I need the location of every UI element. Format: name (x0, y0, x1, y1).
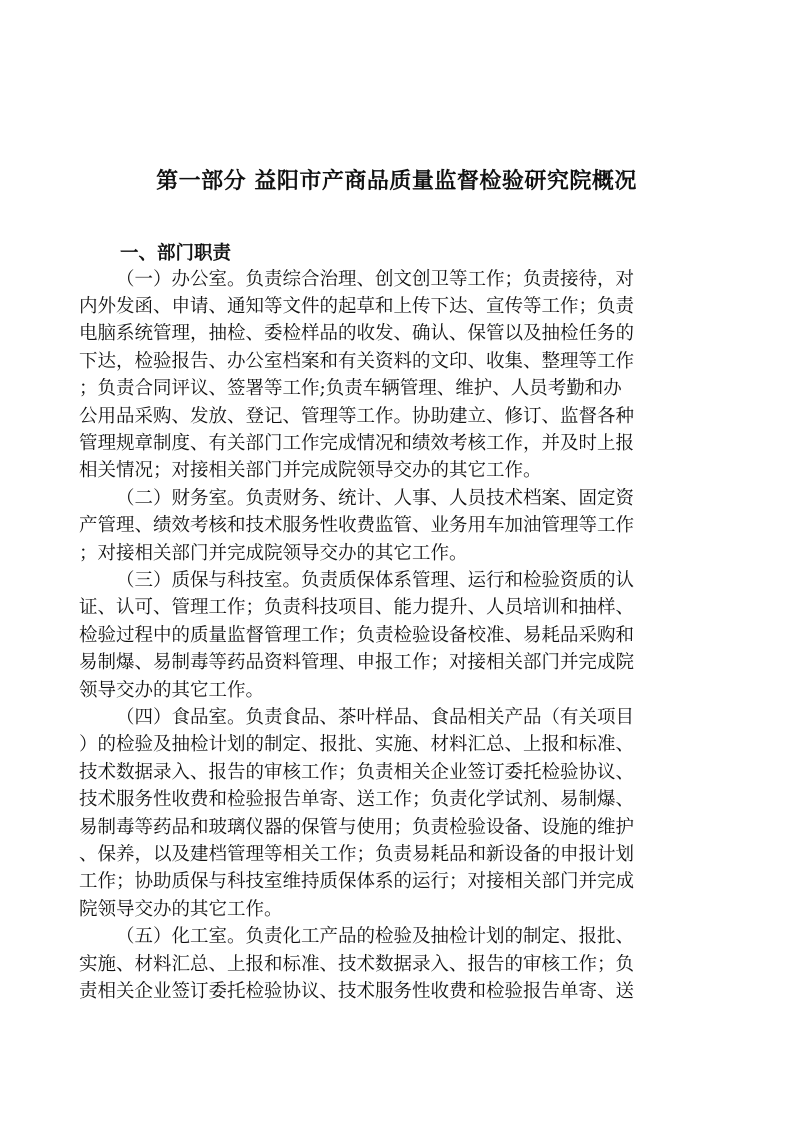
paragraph-line: 检验过程中的质量监督管理工作；负责检验设备校准、易耗品采购和 (79, 625, 635, 646)
paragraph-line: 责相关企业签订委托检验协议、技术服务性收费和检验报告单寄、送 (79, 981, 635, 1002)
paragraph-line: 院领导交办的其它工作。 (79, 899, 283, 920)
paragraph-line: 下达，检验报告、办公室档案和有关资料的文印、收集、整理等工作 (79, 351, 635, 372)
page-title: 第一部分 益阳市产商品质量监督检验研究院概况 (156, 168, 637, 194)
paragraph-line: 易制毒等药品和玻璃仪器的保管与使用；负责检验设备、设施的维护 (79, 817, 635, 838)
paragraph-line: （二）财务室。负责财务、统计、人事、人员技术档案、固定资 (116, 488, 635, 509)
paragraph-line: 相关情况；对接相关部门并完成院领导交办的其它工作。 (79, 460, 542, 481)
paragraph-line: （五）化工室。负责化工产品的检验及抽检计划的制定、报批、 (116, 926, 635, 947)
section-heading: 一、部门职责 (120, 243, 232, 264)
paragraph-line: ；负责合同评议、签署等工作;负责车辆管理、维护、人员考勤和办 (79, 378, 622, 399)
paragraph-line: 易制爆、易制毒等药品资料管理、申报工作；对接相关部门并完成院 (79, 652, 635, 673)
paragraph-line: 电脑系统管理，抽检、委检样品的收发、确认、保管以及抽检任务的 (79, 323, 635, 344)
paragraph-line: （三）质保与科技室。负责质保体系管理、运行和检验资质的认 (116, 570, 635, 591)
paragraph-line: 工作；协助质保与科技室维持质保体系的运行；对接相关部门并完成 (79, 871, 635, 892)
paragraph-line: 管理规章制度、有关部门工作完成情况和绩效考核工作，并及时上报 (79, 433, 635, 454)
paragraph-line: （四）食品室。负责食品、茶叶样品、食品相关产品（有关项目 (116, 707, 635, 728)
paragraph-line: 内外发函、申请、通知等文件的起草和上传下达、宣传等工作；负责 (79, 296, 635, 317)
paragraph-line: 证、认可、管理工作；负责科技项目、能力提升、人员培训和抽样、 (79, 597, 635, 618)
paragraph-line: 公用品采购、发放、登记、管理等工作。协助建立、修订、监督各种 (79, 406, 635, 427)
paragraph-line: 领导交办的其它工作。 (79, 680, 265, 701)
paragraph-line: 技术数据录入、报告的审核工作；负责相关企业签订委托检验协议、 (79, 762, 635, 783)
paragraph-line: ；对接相关部门并完成院领导交办的其它工作。 (79, 543, 468, 564)
paragraph-line: 技术服务性收费和检验报告单寄、送工作；负责化学试剂、易制爆、 (79, 789, 635, 810)
paragraph-line: 产管理、绩效考核和技术服务性收费监管、业务用车加油管理等工作 (79, 515, 635, 536)
paragraph-line: 实施、材料汇总、上报和标准、技术数据录入、报告的审核工作；负 (79, 954, 635, 975)
paragraph-line: （一）办公室。负责综合治理、创文创卫等工作；负责接待，对 (116, 269, 635, 290)
paragraph-line: ）的检验及抽检计划的制定、报批、实施、材料汇总、上报和标准、 (79, 734, 635, 755)
paragraph-line: 、保养，以及建档管理等相关工作；负责易耗品和新设备的申报计划 (79, 844, 635, 865)
